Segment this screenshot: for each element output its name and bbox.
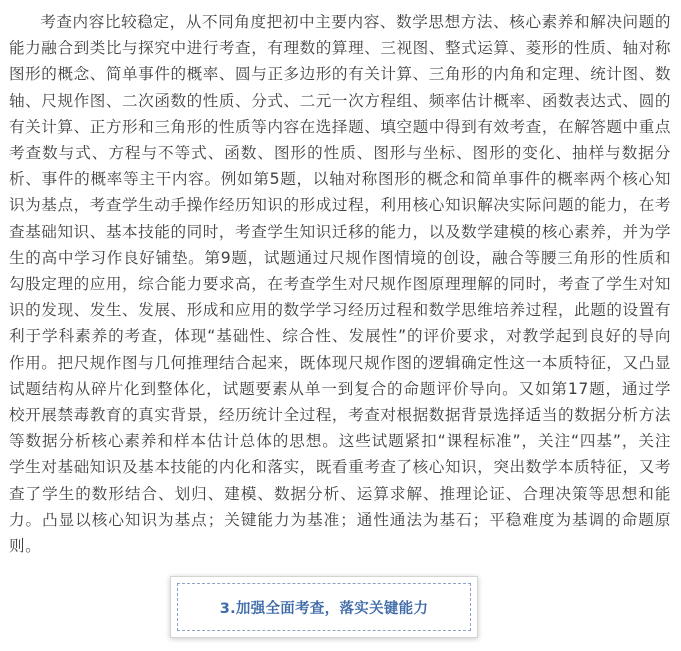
section-heading-box [170,576,478,638]
article-body [9,9,671,559]
section-heading-title: 3.加强全面考查，落实关键能力 [219,600,429,617]
section-heading-dashed-frame [177,583,471,631]
article-paragraph: 考查内容比较稳定，从不同角度把初中主要内容、数学思想方法、核心素养和解决问题的能力融合到类比与探究中进行考查，有理数的算理、三视图、整式运算、菱形的性质、轴对称图形的概念、简单事件的概率、圆与正多边形的有关计算、三角形的内角和定理、统计图、数轴、尺规作图、二次函数的性质、分式、二元一次方程组、频率估计概率、函数表达式、圆的有关计算、正方形和三角形的性质等内容在选择题、填空题中得到有效考查，在解答题中重点考查数与式、方程与不等式、函数、图形的性质、图形与坐标、图形的变化、抽样与数据分析、事件的概率等主干内容。例如第5题，以轴对称图形的概念和简单事件的概率两个核心知识为基点，考查学生动手操作经历知识的形成过程，利用核心知识解决实际问题的能力，在考查基础知识、基本技能的同时，考查学生知识迁移的能力，以及数学建模的核心素养，并为学生的高中学习作良好铺垫。第9题，试题通过尺规作图情境的创设，融合等腰三角形的性质和勾股定理的应用，综合能力要求高，在考查学生对尺规作图原理理解的同时，考查了学生对知识的发现、发生、发展、形成和应用的数学学习经历过程和数学思维培养过程，此题的设置有利于学科素养的考查，体现“基础性、综合性、发展性”的评价要求，对教学起到良好的导向作用。把尺规作图与几何推理结合起来，既体现尺规作图的逻辑确定性这一本质特征，又凸显试题结构从碎片化到整体化，试题要素从单一到复合的命题评价导向。又如第17题，通过学校开展禁毒教育的真实背景，经历统计全过程，考查对根据数据背景选择适当的数据分析方法等数据分析核心素养和样本估计总体的思想。这些试题紧扣“课程标准”，关注“四基”，关注学生对基础知识及基本技能的内化和落实，既看重考查了核心知识，突出数学本质特征，又考查了学生的数形结合、划归、建模、数据分析、运算求解、推理论证、合理决策等思想和能力。凸显以核心知识为基点；关键能力为基准；通性通法为基石；平稳难度为基调的命题原则。 [9,13,671,556]
